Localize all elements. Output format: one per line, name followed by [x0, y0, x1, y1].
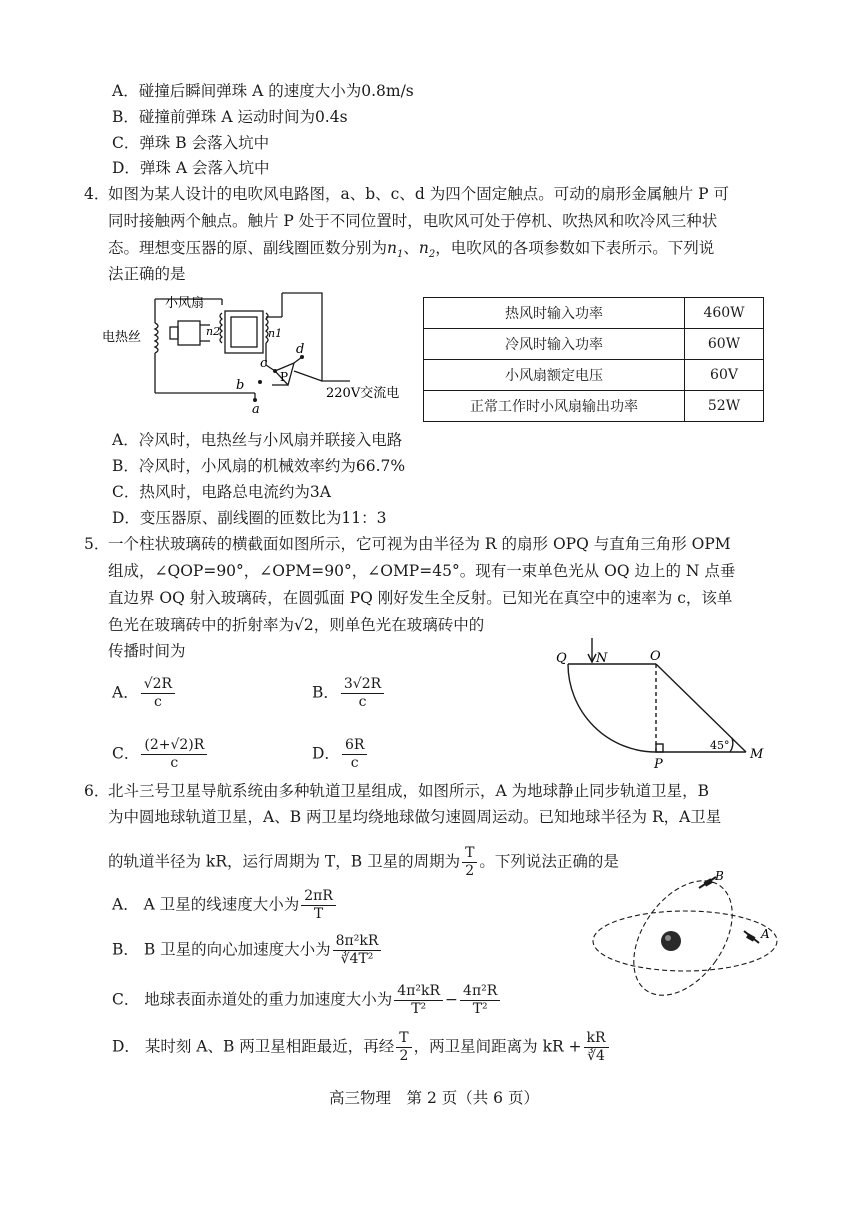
svg-text:Q: Q — [556, 651, 567, 666]
circuit-fan-label: 小风扇 — [165, 296, 205, 311]
svg-text:c: c — [260, 356, 268, 371]
q6-number: 6． — [84, 782, 110, 800]
q4-option-d: D．变压器原、副线圈的匝数比为11：3 — [112, 509, 387, 527]
sqrt-2: √2 — [294, 616, 314, 634]
svg-text:P: P — [280, 370, 289, 384]
q3-option-c: C．弹珠 B 会落入坑中 — [112, 134, 270, 152]
svg-text:45°: 45° — [710, 739, 730, 752]
svg-text:n2: n2 — [206, 325, 221, 338]
earth-icon — [661, 931, 681, 951]
q6-stem-line-1: 北斗三号卫星导航系统由多种轨道卫星组成，如图所示，A 为地球静止同步轨道卫星，B — [108, 782, 710, 800]
q4-option-a: A．冷风时，电热丝与小风扇并联接入电路 — [112, 431, 403, 449]
q4-stem-line-1: 如图为某人设计的电吹风电路图，a、b、c、d 为四个固定触点。可动的扇形金属触片 P 可 — [108, 185, 729, 203]
q4-n1: $n_1$ — [387, 239, 404, 261]
circuit-heater-label: 电热丝 — [102, 330, 142, 345]
param-name: 热风时输入功率 — [424, 298, 685, 329]
param-name: 正常工作时小风扇输出功率 — [424, 391, 685, 422]
q3-option-b: B．碰撞前弹珠 A 运动时间为0.4s — [112, 108, 348, 126]
q4-option-c: C．热风时，电路总电流约为3A — [112, 483, 331, 501]
q6-orbit-figure — [585, 866, 785, 1006]
svg-text:N: N — [596, 651, 608, 666]
param-value: 60V — [685, 360, 764, 391]
satellite-a-icon — [744, 931, 759, 943]
q6-option-a: A． A 卫星的线速度大小为 $\frac{2\pi R}{T}$ — [112, 888, 338, 923]
q6-option-c: C． 地球表面赤道处的重力加速度大小为 $\frac{\text{4π²kR}}{\text{T²}}$ − $\frac{\text{4π²R}}{\text{T²}}$ — [112, 983, 502, 1018]
svg-text:d: d — [296, 342, 305, 357]
q3-option-d: D．弹珠 A 会落入坑中 — [112, 159, 270, 177]
q5-stem-line-4: 色光在玻璃砖中的折射率为√2，则单色光在玻璃砖中的 — [108, 616, 485, 634]
svg-text:P: P — [654, 757, 663, 772]
q5-stem-line-5: 传播时间为 — [108, 642, 186, 660]
svg-text:O: O — [650, 649, 661, 664]
q4-circuit-diagram — [100, 285, 420, 420]
svg-text:A: A — [761, 927, 770, 941]
q5-glass-figure — [552, 632, 772, 774]
q4-number: 4． — [84, 185, 110, 203]
table-row — [424, 391, 764, 422]
q4-option-b: B．冷风时，小风扇的机械效率约为66.7% — [112, 457, 406, 475]
q5-stem-line-2: 组成，∠QOP=90°，∠OPM=90°，∠OMP=45°。现有一束单色光从 OQ 边上的 N 点垂 — [108, 562, 736, 580]
q5-option-c: C． $\frac{(2+√2)R}{c}$ — [112, 737, 209, 772]
q4-stem-line-3: 态。理想变压器的原、副线圈匝数分别为$n_1$、$n_2$，电吹风的各项参数如下表所示。下列说 — [108, 239, 715, 261]
q6-stem-line-3: 的轨道半径为 kR，运行周期为 T，B 卫星的周期为 $\frac{T}{2}$ 。下列说法正确的是 — [108, 845, 619, 879]
q5-number: 5． — [84, 535, 110, 553]
q6-stem-line-2: 为中圆地球轨道卫星，A、B 两卫星均绕地球做匀速圆周运动。已知地球半径为 R，A卫星 — [108, 808, 722, 826]
q4-stem-line-4: 法正确的是 — [108, 265, 186, 283]
q5-stem-line-3: 直边界 OQ 射入玻璃砖，在圆弧面 PQ 刚好发生全反射。已知光在真空中的速率为 c，该单 — [108, 589, 733, 607]
q4-parameter-table — [423, 297, 764, 422]
circuit-source-label: 220V交流电 — [326, 386, 400, 401]
svg-text:n1: n1 — [268, 327, 283, 340]
q6-option-d: D． 某时刻 A、B 两卫星相距最近，再经 $\frac{T}{2}$ ，两卫星间距离为 kR + $\frac{kR}{∛4}$ — [112, 1030, 611, 1065]
svg-text:a: a — [252, 402, 260, 417]
param-value: 460W — [685, 298, 764, 329]
svg-text:B: B — [715, 869, 724, 883]
table-row — [424, 298, 764, 329]
q3-option-a: A．碰撞后瞬间弹珠 A 的速度大小为0.8m/s — [112, 82, 414, 100]
param-name: 冷风时输入功率 — [424, 329, 685, 360]
q4-n2: $n_2$ — [418, 239, 436, 261]
svg-text:M: M — [750, 747, 764, 762]
param-value: 52W — [685, 391, 764, 422]
q4-stem-line-2: 同时接触两个触点。触片 P 处于不同位置时，电吹风可处于停机、吹热风和吹冷风三种状 — [108, 212, 718, 230]
param-name: 小风扇额定电压 — [424, 360, 685, 391]
q5-option-a: A． $\frac{√2R}{c}$ — [112, 676, 177, 711]
svg-text:b: b — [236, 378, 245, 393]
table-row — [424, 329, 764, 360]
q6-option-b: B． B 卫星的向心加速度大小为 $\frac{\text{8π²kR}}{\text{∛4T²}}$ — [112, 933, 383, 968]
q5-option-d: D． $\frac{6R}{c}$ — [312, 737, 369, 772]
table-row — [424, 360, 764, 391]
q5-stem-line-1: 一个柱状玻璃砖的横截面如图所示，它可视为由半径为 R 的扇形 OPQ 与直角三角形 OPM — [108, 535, 731, 553]
page-footer: 高三物理 第 2 页（共 6 页） — [329, 1089, 539, 1107]
q5-option-b: B． $\frac{3√2R}{c}$ — [312, 676, 386, 711]
param-value: 60W — [685, 329, 764, 360]
